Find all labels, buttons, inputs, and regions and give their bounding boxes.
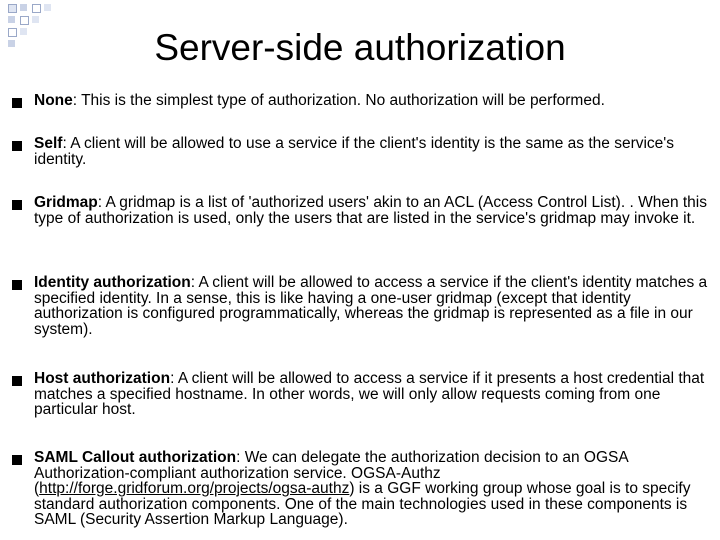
bullet-text [34, 275, 708, 337]
square-bullet-icon [12, 376, 22, 386]
square-bullet-icon [12, 141, 22, 151]
bullet-description: : A gridmap is a list of 'authorized users' akin to an ACL (Access Control List). . When this type of authorization is used, only the users that are listed in the service's gridmap may invoke it. [34, 194, 707, 227]
bullet-text [34, 195, 708, 226]
bullet-description: : A client will be allowed to use a service if the client's identity is the same as the service's identity. [34, 135, 675, 168]
bullet-term: Gridmap [34, 194, 98, 211]
slide-title: Server-side authorization [154, 27, 566, 68]
bullet-description-continued: ) is a GGF working group whose goal is to specify standard authorization components. One of the main technologies used in these components is SAML (Security Assertion Markup Language). [34, 480, 691, 528]
bullet-term: None [34, 92, 73, 109]
square-bullet-icon [12, 200, 22, 210]
bullet-description: : A client will be allowed to access a service if the client's identity matches a specified identity. In a sense, this is like having a one-user gridmap (except that identity authorization is configured programmatically, whereas the gridmap is represented as a file in our system). [34, 274, 708, 338]
bullet-description: : This is the simplest type of authorization. No authorization will be performed. [72, 92, 605, 109]
square-bullet-icon [12, 455, 22, 465]
bullet-term: Host authorization [34, 370, 171, 387]
bullet-term: Self [34, 135, 63, 152]
square-bullet-icon [12, 98, 22, 108]
bullet-text [34, 93, 708, 109]
bullet-description: : We can delegate the authorization decision to an OGSA Authorization-compliant authorization service. OGSA-Authz ( [34, 449, 628, 497]
ogsa-authz-link[interactable]: http://forge.gridforum.org/projects/ogsa-authz [39, 480, 350, 497]
bullet-term: Identity authorization [34, 274, 191, 291]
bullet-text [34, 450, 708, 528]
bullet-text [34, 136, 708, 167]
bullet-description: : A client will be allowed to access a service if it presents a host credential that matches a specified hostname. In other words, we will only allow requests coming from one particular host. [34, 370, 705, 418]
square-bullet-icon [12, 280, 22, 290]
bullet-text [34, 371, 708, 418]
bullet-term: SAML Callout authorization [34, 449, 237, 466]
